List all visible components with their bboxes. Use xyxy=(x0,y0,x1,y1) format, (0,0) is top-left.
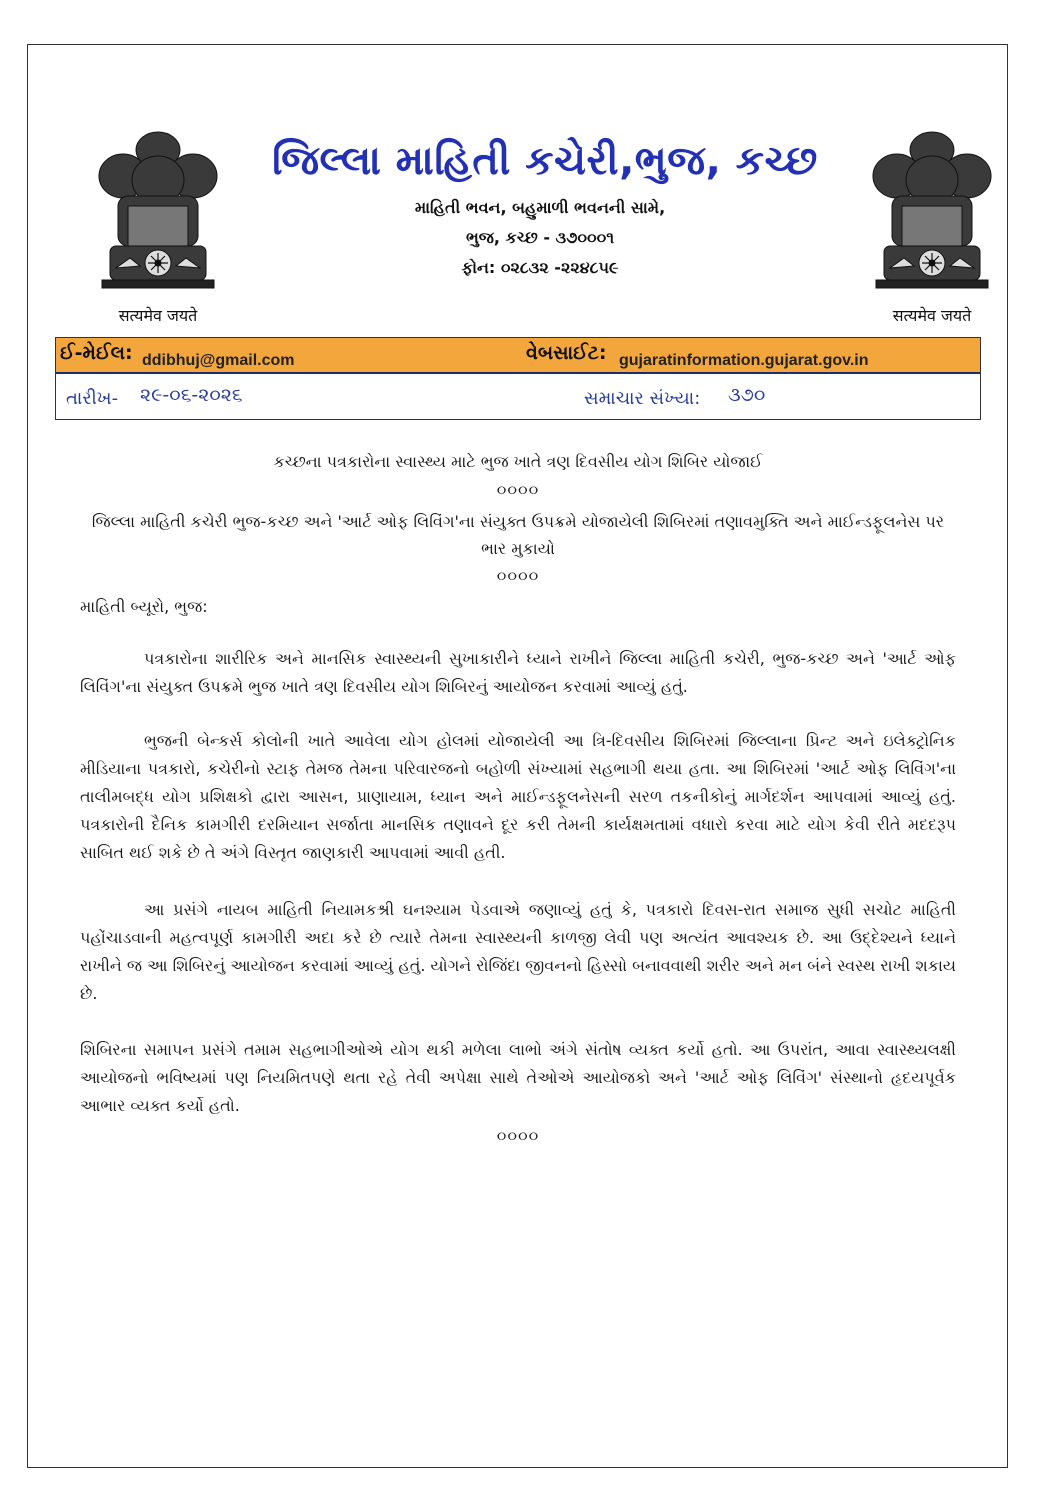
emblem-motto: सत्यमेव जयते xyxy=(892,306,972,325)
phone-line: ફોન: ૦૨૮૩૨ -૨૨૪૮૫૯ xyxy=(461,258,619,277)
date-value: ૨૯-૦૬-૨૦૨૬ xyxy=(140,384,243,406)
email-link[interactable]: ddibhuj@gmail.com xyxy=(142,352,295,369)
address-line-2: ભુજ, કચ્છ - ૩૭૦૦૦૧ xyxy=(465,228,615,247)
article-headline: કચ્છના પત્રકારોના સ્વાસ્થ્ય માટે ભુજ ખાતે ત્રણ દિવસીય યોગ શિબિર યોજાઈ xyxy=(273,452,763,471)
contact-bar xyxy=(56,338,980,374)
national-emblem-right xyxy=(862,128,1002,328)
national-emblem-left xyxy=(88,128,228,328)
national-emblem-icon xyxy=(88,128,228,303)
article-dateline: માહિતી બ્યૂરો, ભુજ: xyxy=(80,597,208,616)
office-title: જિલ્લા માહિતી કચેરી,ભુજ, કચ્છ xyxy=(272,138,818,184)
news-number-value: ૩૭૦ xyxy=(728,384,766,406)
article-paragraph: શિબિરના સમાપન પ્રસંગે તમામ સહભાગીઓએ યોગ થકી મળેલા લાભો અંગે સંતોષ વ્યક્ત કર્યો હતો. આ ઉપરાંત, આવા સ્વાસ્થ્યલક્ષી આયોજનો ભવિષ્યમાં પણ નિયમિતપણે થતા રહે તેવી અપેક્ષા સાથે તેઓએ આયોજકો અને 'આર્ટ ઓફ લિવિંગ' સંસ્થાનો હૃદયપૂર્વક આભાર વ્યક્ત કર્યો હતો. xyxy=(80,1040,956,1115)
article-paragraph: ભુજની બેન્કર્સ કોલોની ખાતે આવેલા યોગ હોલમાં યોજાયેલી આ ત્રિ-દિવસીય શિબિરમાં જિલ્લાના પ્રિન્ટ અને ઇલેક્ટ્રોનિક મીડિયાના પત્રકારો, કચેરીનો સ્ટાફ તેમજ તેમના પરિવારજનો બહોળી સંખ્યામાં સહભાગી થયા હતા. આ શિબિરમાં 'આર્ટ ઓફ લિવિંગ'ના તાલીમબદ્ધ યોગ પ્રશિક્ષકો દ્વારા આસન, પ્રાણાયામ, ધ્યાન અને માઈન્ડફૂલનેસની સરળ તકનીકોનું માર્ગદર્શન આપવામાં આવ્યું હતું. પત્રકારોની દૈનિક કામગીરી દરમિયાન સર્જાતા માનસિક તણાવને દૂર કરી તેમની કાર્યક્ષમતામાં વધારો કરવા માટે યોગ કેવી રીતે મદદરૂપ સાબિત થઈ શકે છે તે અંગે વિસ્તૃત જાણકારી આપવામાં આવી હતી. xyxy=(80,731,956,862)
news-number-label: સમાચાર સંખ્યા: xyxy=(584,388,701,409)
article-paragraph: આ પ્રસંગે નાયબ માહિતી નિયામકશ્રી ઘનશ્યામ પેડવાએ જણાવ્યું હતું કે, પત્રકારો દિવસ-રાત સમાજ સુધી સચોટ માહિતી પહોંચાડવાની મહત્વપૂર્ણ કામગીરી અદા કરે છે ત્યારે તેમના સ્વાસ્થ્યની કાળજી લેવી પણ અત્યંત આવશ્યક છે. આ ઉદ્દેશ્યને ધ્યાને રાખીને જ આ શિબિરનું આયોજન કરવામાં આવ્યું હતું. યોગને રોજિંદા જીવનનો હિસ્સો બનાવવાથી શરીર અને મન બંને સ્વસ્થ રાખી શકાય છે. xyxy=(80,900,956,1003)
separator: ૦૦૦૦ xyxy=(496,1126,540,1145)
article-subheadline: જિલ્લા માહિતી કચેરી ભુજ-કચ્છ અને 'આર્ટ ઓફ લિવિંગ'ના સંયુક્ત ઉપક્રમે યોજાયેલી શિબિરમાં તણાવમુક્તિ અને માઈન્ડફૂલનેસ પર ભાર મુકાયો xyxy=(91,512,945,558)
separator: ૦૦૦૦ xyxy=(496,566,540,585)
website-label: વેબસાઈટ: xyxy=(526,342,607,364)
separator: ૦૦૦૦ xyxy=(496,480,540,499)
contact-box xyxy=(55,337,981,420)
website-link[interactable]: gujaratinformation.gujarat.gov.in xyxy=(619,352,869,369)
emblem-motto: सत्यमेव जयते xyxy=(118,306,198,325)
article-paragraph: પત્રકારોના શારીરિક અને માનસિક સ્વાસ્થ્યની સુખાકારીને ધ્યાને રાખીને જિલ્લા માહિતી કચેરી, ભુજ-કચ્છ અને 'આર્ટ ઓફ લિવિંગ'ના સંયુક્ત ઉપક્રમે ભુજ ખાતે ત્રણ દિવસીય યોગ શિબિરનું આયોજન કરવામાં આવ્યું હતું. xyxy=(80,649,956,696)
address-line-1: માહિતી ભવન, બહુમાળી ભવનની સામે, xyxy=(414,198,666,217)
national-emblem-icon xyxy=(862,128,1002,303)
date-label: તારીખ- xyxy=(66,388,119,409)
email-label: ઈ-મેઈલ: xyxy=(60,342,133,364)
meta-row xyxy=(56,378,980,418)
